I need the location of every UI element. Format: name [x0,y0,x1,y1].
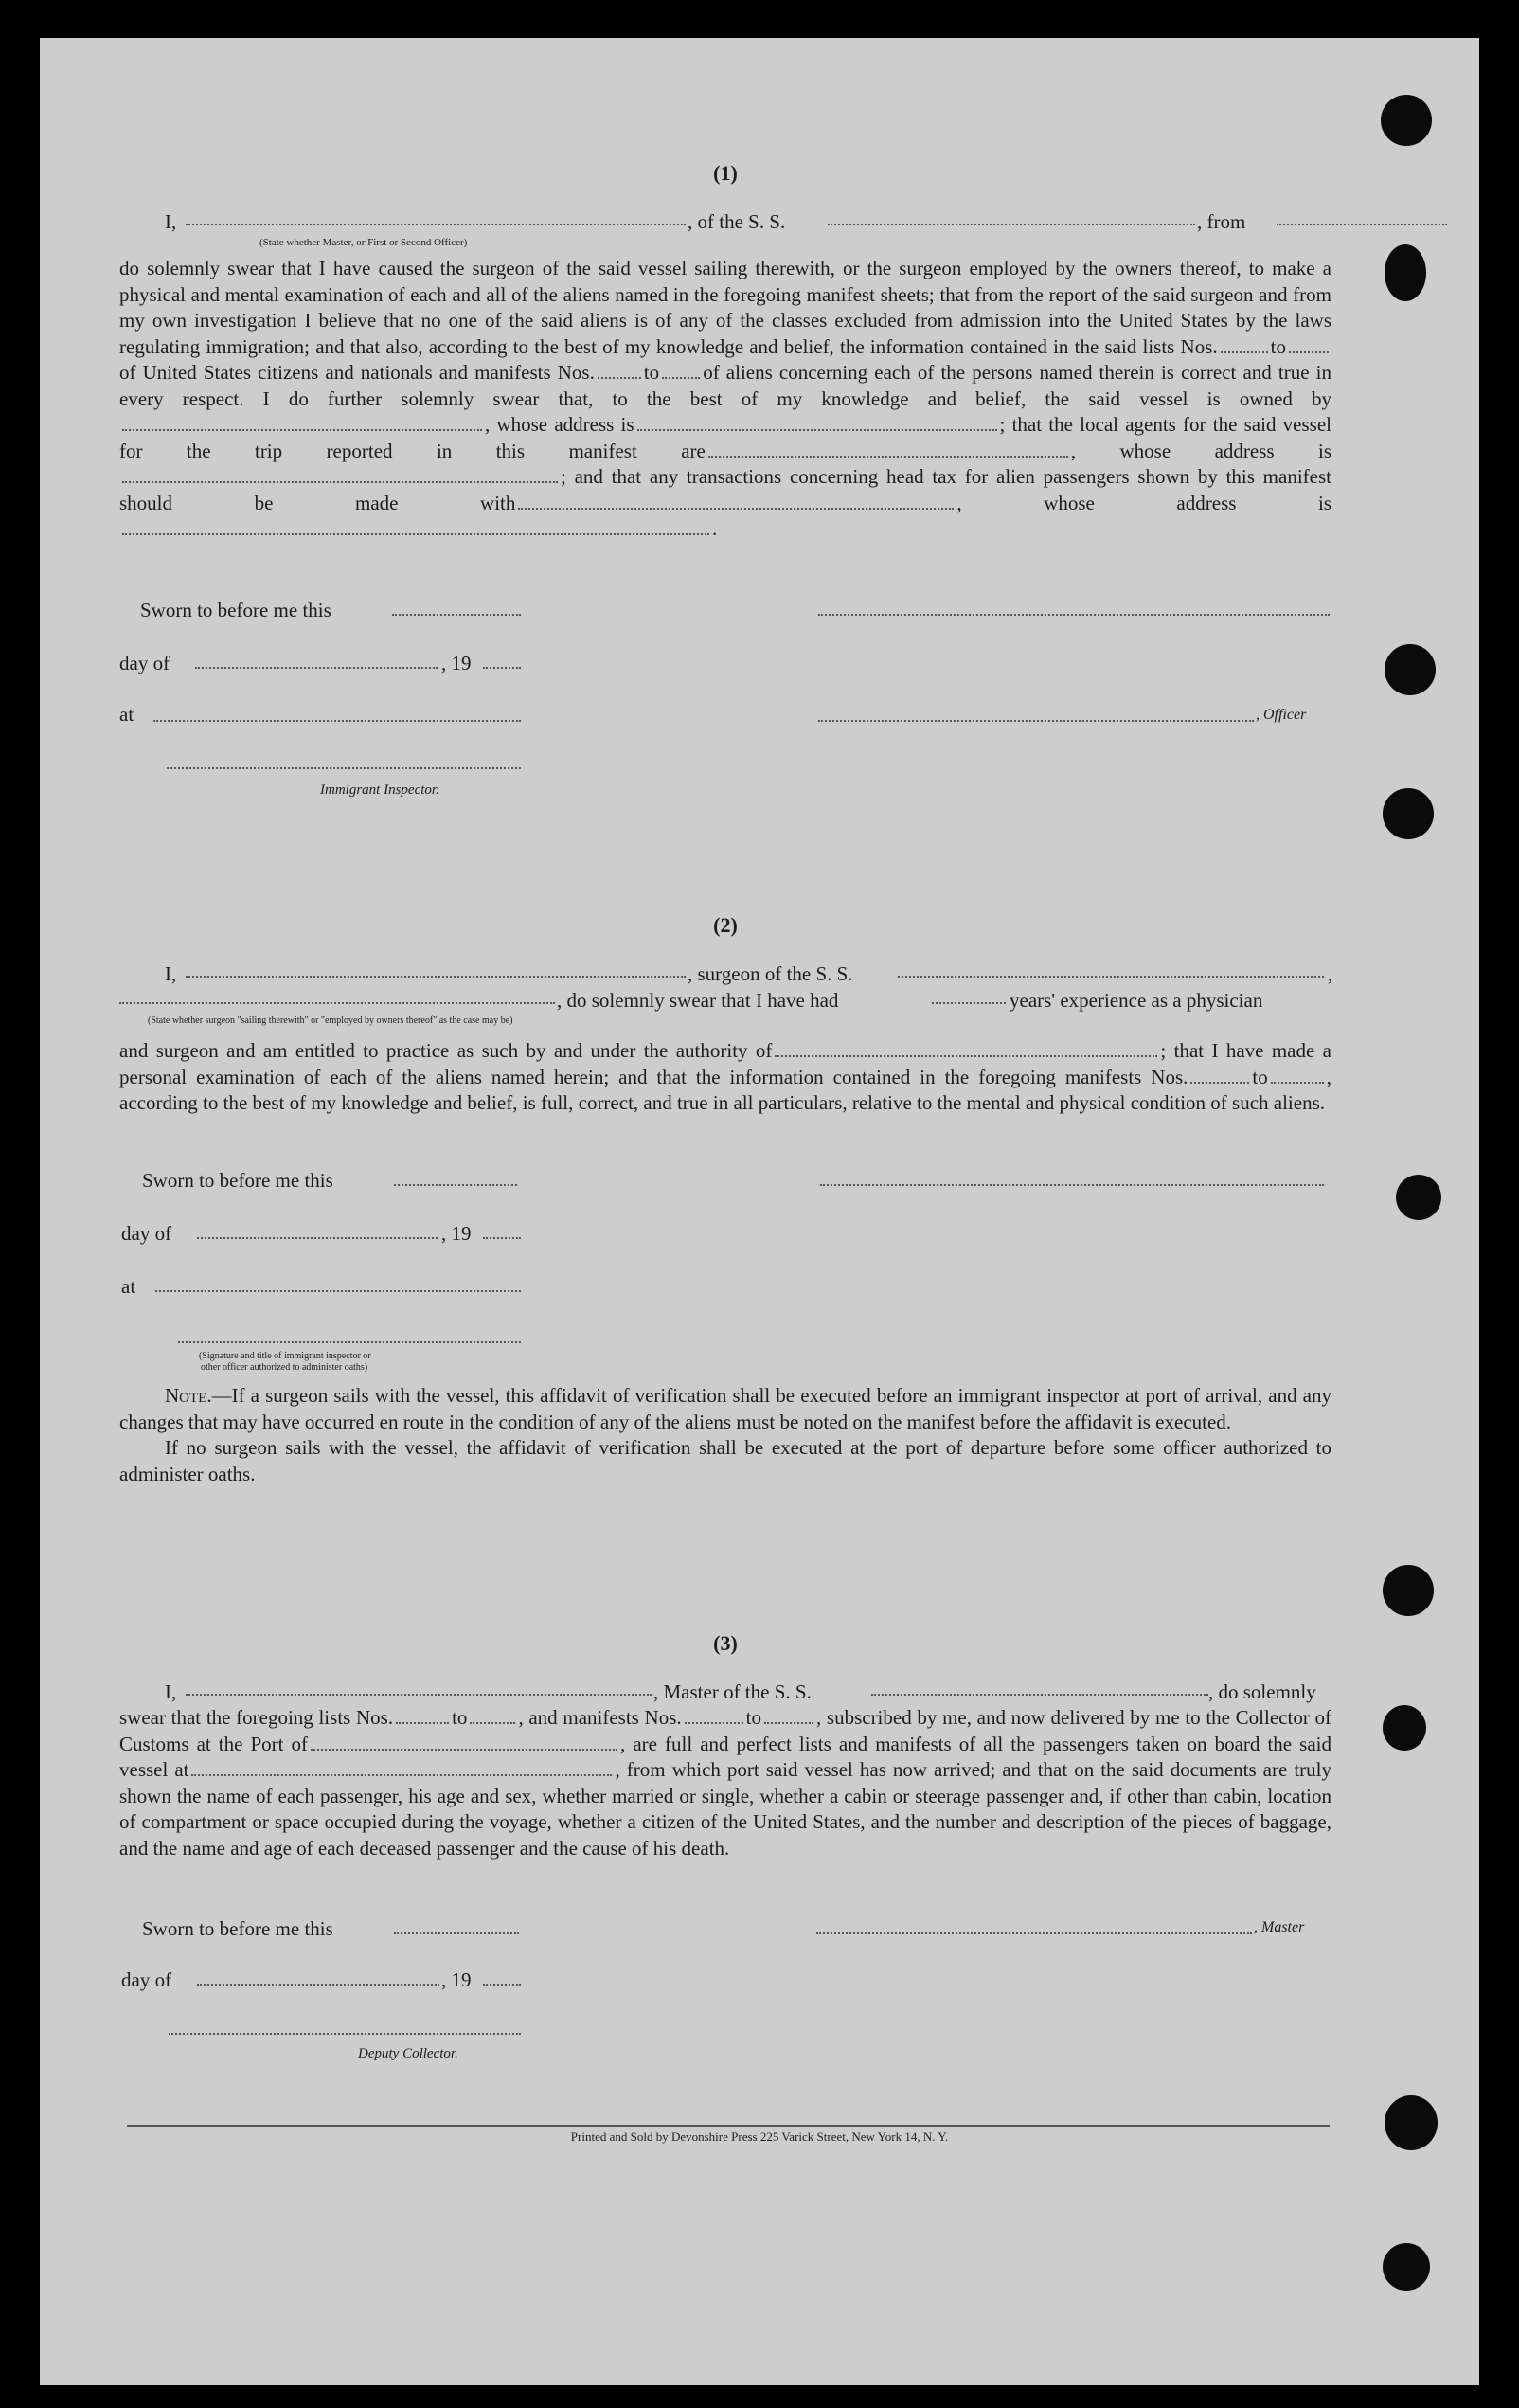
section-heading: (1) [713,161,738,185]
section-heading: (2) [713,913,738,937]
master-label: , Master [1254,1919,1305,1935]
punch-hole [1385,644,1436,695]
section-1 [119,161,1331,805]
signature-caption: other officer authorized to administer oaths) [201,1362,368,1373]
surgeon-status-caption: (State whether surgeon "sailing therewith" or "employed by owners thereof" as the case may be) [148,1015,513,1026]
vessel-name-field[interactable] [828,224,1195,225]
lists-from-field[interactable] [1221,338,1268,353]
officer-signature-field[interactable] [818,614,1330,616]
port-of-departure-field[interactable] [191,1761,612,1776]
surgeon-oath-paragraph: and surgeon and am entitled to practice as such by and under the authority of ; that I have made a personal examination of each of the aliens named herein; and that the information contained in the foregoing manifests Nos. to , according to the best of my knowledge and belief, is full, correct, and true in all particulars, relative to the mental and physical condition of such aliens. [119,1039,1332,1114]
master-oath-paragraph: swear that the foregoing lists Nos. to , and manifests Nos. to , subscribed by me, and now delivered by me to the Collector of Customs at the Port of , are full and perfect lists and manifests of all the passengers taken on board the said vessel at , from which port said vessel has now arrived; and that on the said documents are truly shown the name of each passenger, his age and sex, whether married or single, whether a cabin or steerage passenger and, if other than cabin, location of compartment or space occupied during the voyage, whether a citizen of the United States, and the number and description of the pieces of baggage, and the name and age of each deceased passenger and the cause of his death. [119,1706,1331,1860]
note-paragraph: If no surgeon sails with the vessel, the affidavit of verification shall be executed at the port of departure before some officer authorized to administer oaths. [119,1436,1331,1485]
year-field[interactable] [483,1984,521,1986]
officer-title-field[interactable] [186,224,686,225]
sworn-day-field[interactable] [394,1184,517,1186]
owner-field[interactable] [122,416,482,431]
vessel-label: , of the S. S. [688,210,786,233]
inspector-signature-field[interactable] [178,1341,521,1343]
lists-to-field[interactable] [1289,338,1329,353]
at-place-field[interactable] [155,1290,521,1292]
inspector-signature-field[interactable] [167,767,521,769]
at-place-field[interactable] [153,720,521,722]
comma: , [1328,962,1333,985]
lists-from-field[interactable] [396,1709,449,1724]
manifests-to-field[interactable] [764,1709,813,1724]
year-field[interactable] [483,667,521,669]
oath-intro-label: I, [165,1680,177,1703]
punch-hole [1383,788,1434,839]
punch-hole [1381,95,1432,146]
surgeon-status-field[interactable] [119,1002,555,1004]
inspector-label: Immigrant Inspector. [320,782,439,798]
surgeon-signature-field[interactable] [820,1184,1324,1186]
collector-signature-field[interactable] [169,2033,521,2035]
manifests-to-field[interactable] [662,364,700,379]
oath-intro-label: I, [165,962,177,985]
day-of-label: day of [121,1222,172,1245]
year-label: , 19 [441,1222,472,1245]
officer-label: , Officer [1256,707,1307,723]
sworn-day-field[interactable] [394,1932,519,1934]
punch-hole [1383,2243,1430,2291]
section-3 [119,1631,1331,2086]
officer-name-field[interactable] [818,720,1254,722]
printer-imprint: Printed and Sold by Devonshire Press 225 Varick Street, New York 14, N. Y. [570,2129,949,2144]
year-label: , 19 [441,1968,472,1991]
footer-rule [127,2125,1330,2127]
head-tax-party-field[interactable] [518,494,954,510]
master-name-field[interactable] [186,1694,652,1696]
agents-address-field[interactable] [122,468,558,483]
punch-hole [1383,1565,1434,1616]
port-of-arrival-field[interactable] [311,1735,617,1751]
note-paragraph: Note.—If a surgeon sails with the vessel, this affidavit of verification shall be executed before an immigrant inspector at port of arrival, and any changes that may have occurred en route in the condition of any of the aliens must be noted on the manifest before the affidavit is executed. [119,1384,1331,1433]
swear-label: , do solemnly swear that I have had [557,989,839,1012]
solemnly-label: , do solemnly [1208,1680,1316,1703]
month-field[interactable] [197,1237,438,1239]
surgeon-vessel-field[interactable] [898,976,1324,978]
year-label: , 19 [441,652,472,674]
surgeon-vessel-label: , surgeon of the S. S. [688,962,853,985]
manifests-from-field[interactable] [598,364,641,379]
years-label: years' experience as a physician [1010,989,1263,1012]
owner-address-field[interactable] [637,416,997,431]
day-of-label: day of [121,1968,172,1991]
local-agents-field[interactable] [708,442,1068,458]
note-label: Note. [165,1384,212,1407]
day-of-label: day of [119,652,170,674]
collector-label: Deputy Collector. [358,2046,458,2061]
from-port-field[interactable] [1277,224,1447,225]
at-label: at [121,1275,136,1298]
master-signature-field[interactable] [816,1932,1252,1934]
punch-hole [1385,244,1426,301]
oath-intro-label: I, [165,210,177,233]
surgeon-name-field[interactable] [186,976,686,978]
manifests-from-field[interactable] [685,1709,743,1724]
authority-field[interactable] [775,1042,1157,1057]
officer-title-caption: (State whether Master, or First or Second Officer) [259,237,468,248]
manifests-to-field[interactable] [1271,1069,1324,1084]
month-field[interactable] [197,1984,439,1986]
master-vessel-field[interactable] [871,1694,1208,1696]
sworn-label: Sworn to before me this [140,599,331,621]
oath-paragraph: do solemnly swear that I have caused the surgeon of the said vessel sailing therewith, or the surgeon employed by the owners thereof, to make a physical and mental examination of each and all of the aliens named in the foregoing manifest sheets; that from the report of the said surgeon and from my own investigation I believe that no one of the said aliens is of any of the classes excluded from admission into the United States by the laws regulating immigration; and that also, according to the best of my knowledge and belief, the information contained in the said lists Nos. to of United States citizens and nationals and manifests Nos. to of aliens concerning each of the persons named therein is correct and true in every respect. I do further solemnly swear that, to the best of my knowledge and belief, the said vessel is owned by, whose address is ; that the local agents for the said vessel for the trip reported in this manifest are , whose address is; and that any transactions concerning head tax for alien passengers shown by this manifest should be made with , whose address is . [119,257,1331,540]
lists-to-field[interactable] [470,1709,515,1724]
master-vessel-label: , Master of the S. S. [653,1680,812,1703]
sworn-label: Sworn to before me this [142,1169,333,1192]
month-field[interactable] [195,667,438,669]
signature-caption: (Signature and title of immigrant inspector or [199,1351,371,1361]
head-tax-address-field[interactable] [122,520,709,535]
from-label: , from [1197,210,1246,233]
at-label: at [119,703,134,726]
manifests-from-field[interactable] [1190,1069,1249,1084]
sworn-label: Sworn to before me this [142,1917,333,1940]
punch-hole [1383,1705,1426,1751]
years-field[interactable] [932,1002,1006,1004]
punch-hole [1396,1175,1441,1220]
section-2 [119,913,1331,1538]
sworn-day-field[interactable] [392,614,521,616]
section-heading: (3) [713,1631,738,1655]
year-field[interactable] [483,1237,521,1239]
